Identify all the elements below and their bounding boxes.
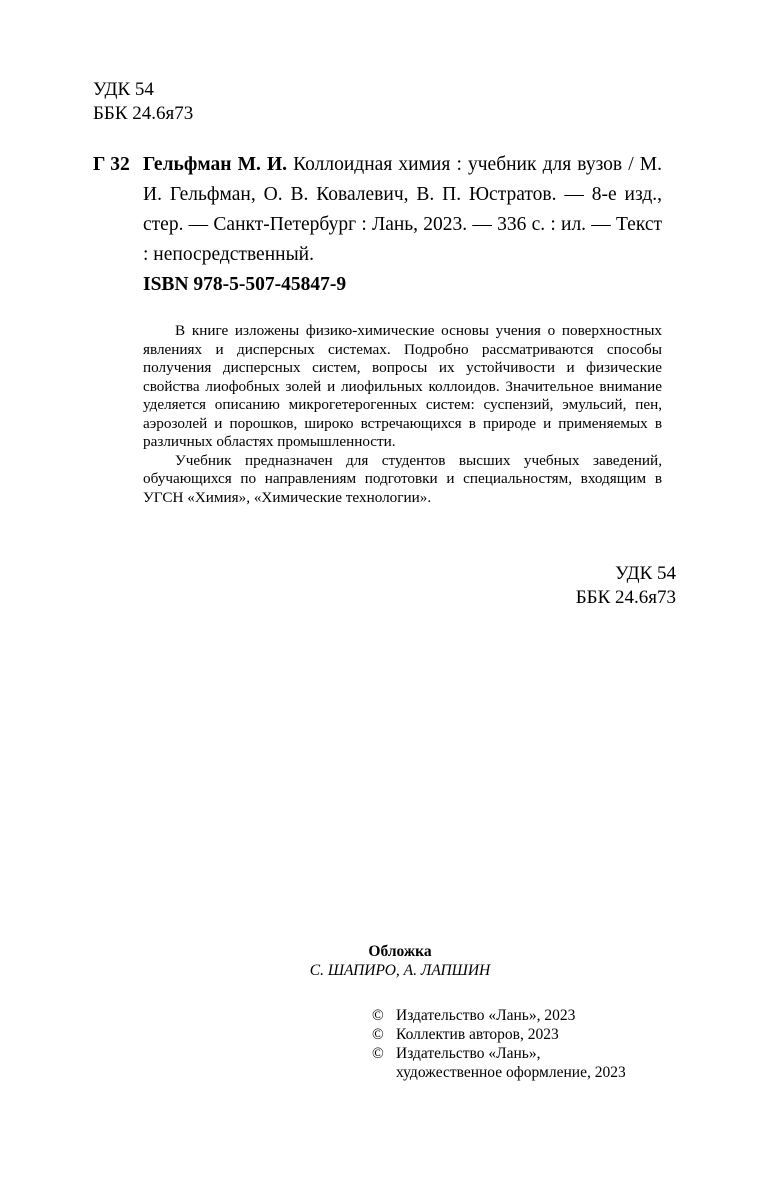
cover-designers: С. ШАПИРО, А. ЛАПШИН: [309, 962, 491, 979]
isbn: ISBN 978-5-507-45847-9: [143, 274, 347, 295]
citation-author: Гельфман М. И.: [143, 154, 288, 175]
citation-text: Коллоидная химия : учебник для вузов / М. И. Гельфман, О. В. Ковалевич, В. П. Юстратов. — 8-е изд., стер. — Санкт-Петербург : Лань, 2023. — 336 с. : ил. — Текст : непосредственный.: [143, 154, 663, 265]
copyright-icon: ©: [372, 1026, 384, 1043]
copyright-text-continued: художественное оформление, 2023: [396, 1064, 626, 1081]
classification-top: [93, 78, 193, 126]
cover-credits: [200, 942, 600, 980]
copyright-icon: ©: [372, 1007, 384, 1024]
copyright-text: Издательство «Лань», 2023: [396, 1007, 576, 1024]
copyright-icon: ©: [372, 1045, 384, 1062]
bibliographic-description: [143, 150, 662, 270]
annotation-paragraph-1: В книге изложены физико-химические основы учения о поверхностных явлениях и дисперсных системах. Подробно рассматриваются способы получения дисперсных систем, вопросы их устойчивости и физические свойства лиофобных золей и лиофильных коллоидов. Значительное внимание уделяется описанию микрогетерогенных систем: суспензий, эмульсий, пен, аэрозолей и порошков, широко встречающихся в природе и применяемых в различных областях промышленности.: [143, 322, 662, 450]
udk-code: УДК 54: [615, 563, 676, 584]
classification-bottom: [480, 562, 676, 610]
copyright-line: [372, 1025, 626, 1044]
annotation-paragraph-2: Учебник предназначен для студентов высших учебных заведений, обучающихся по направлениям подготовки и специальностям, входящим в УГСН «Химия», «Химические технологии».: [143, 451, 662, 506]
cover-label: Обложка: [368, 943, 432, 960]
copyright-line: [372, 1006, 626, 1025]
copyright-line: [372, 1044, 626, 1082]
bbk-code: ББК 24.6я73: [93, 103, 194, 124]
copyright-text: Коллектив авторов, 2023: [396, 1026, 559, 1043]
bbk-code: ББК 24.6я73: [575, 587, 676, 608]
copyright-text: Издательство «Лань»,: [396, 1045, 541, 1062]
copyright-block: [372, 1006, 626, 1082]
udk-code: УДК 54: [93, 79, 154, 100]
annotation: [143, 322, 662, 507]
author-mark: Г 32: [93, 154, 130, 175]
